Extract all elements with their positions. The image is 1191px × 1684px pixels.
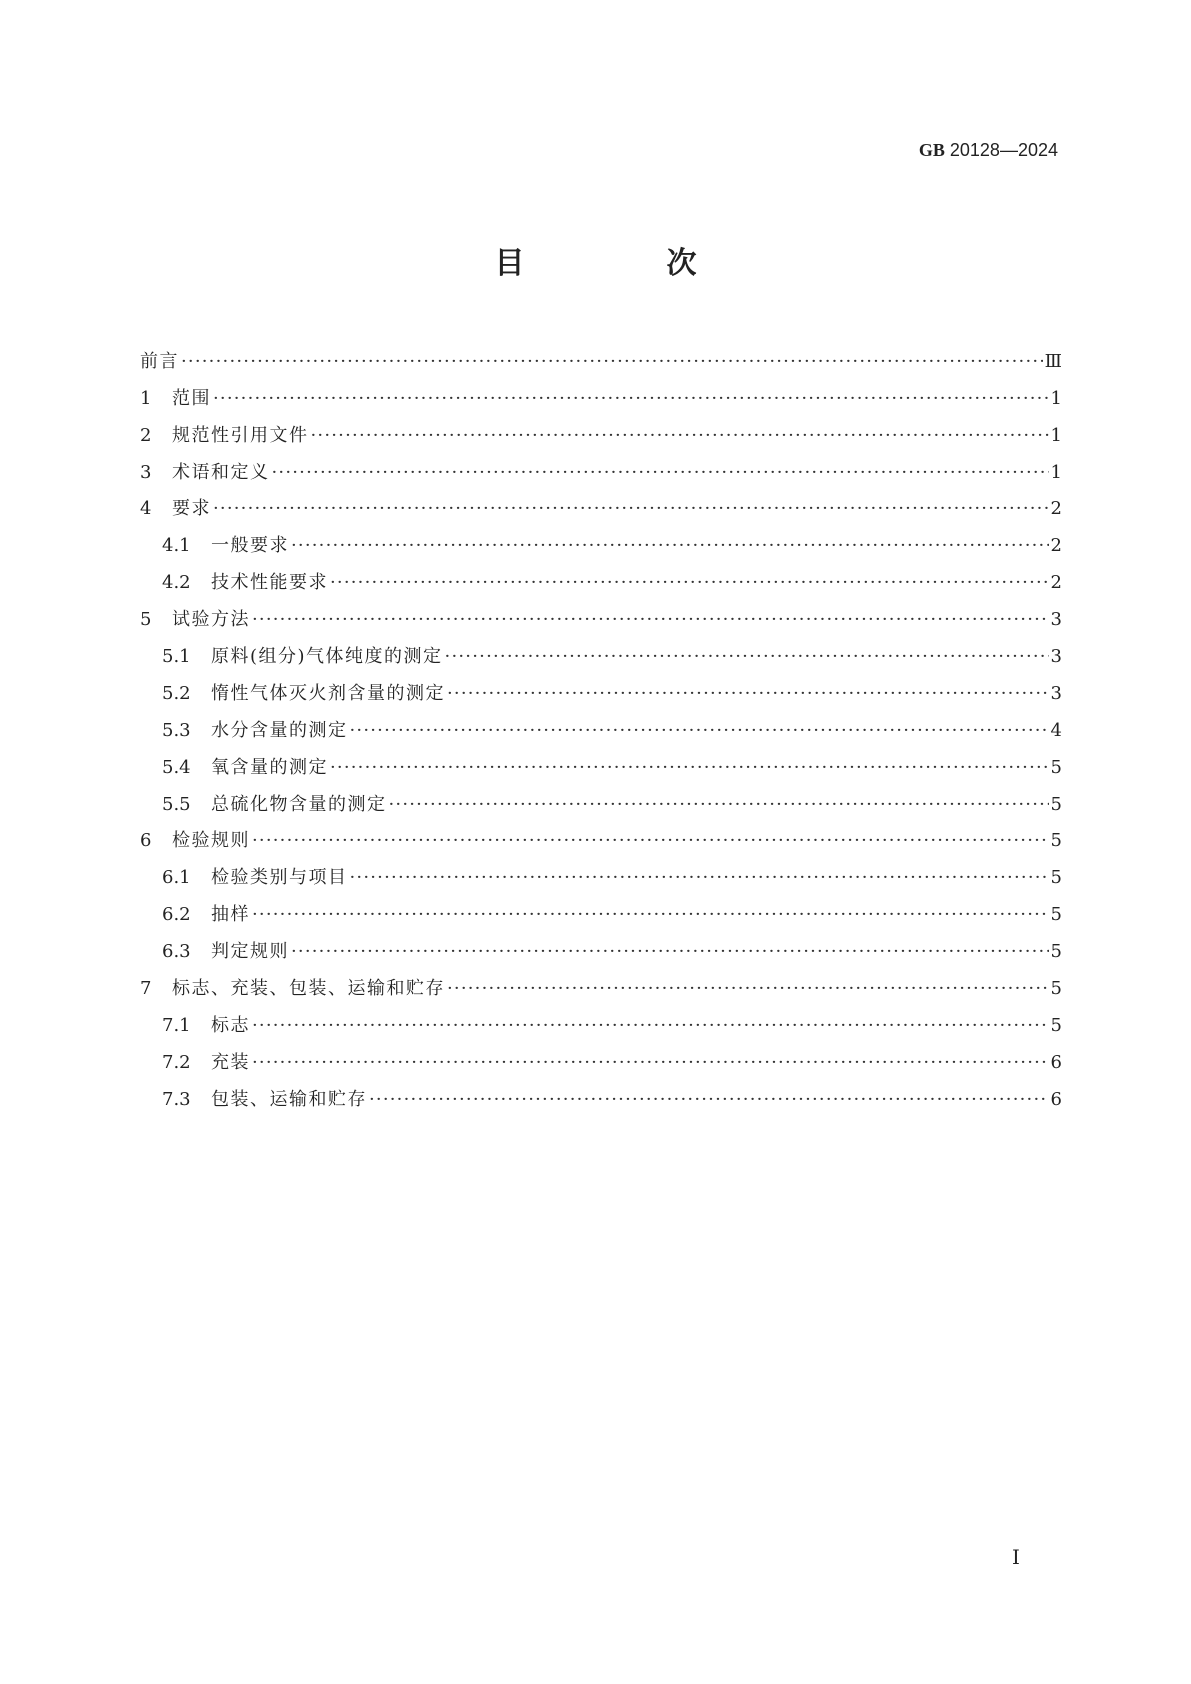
standard-prefix: GB bbox=[918, 140, 945, 160]
toc-entry[interactable] bbox=[140, 373, 1062, 410]
toc-entry-label: 总硫化物含量的测定 bbox=[211, 793, 387, 815]
toc-entry[interactable] bbox=[140, 705, 1062, 742]
toc-entry[interactable] bbox=[140, 484, 1062, 521]
toc-entry-number: 6.1 bbox=[162, 867, 191, 889]
toc-entry-page: 6 bbox=[1050, 1051, 1062, 1073]
toc-entry-label: 要求 bbox=[172, 498, 211, 520]
toc-dot-leader bbox=[291, 941, 1049, 963]
toc-entry-page: 2 bbox=[1050, 572, 1062, 594]
toc-dot-leader bbox=[330, 572, 1049, 594]
toc-entry-number: 5.2 bbox=[162, 682, 191, 704]
toc-entry-number: 7.1 bbox=[162, 1014, 191, 1036]
toc-entry[interactable] bbox=[140, 926, 1062, 963]
toc-entry-number: 3 bbox=[140, 461, 152, 483]
toc-dot-leader bbox=[389, 794, 1049, 816]
toc-entry-number: 1 bbox=[140, 387, 152, 409]
toc-entry-page: Ⅲ bbox=[1044, 350, 1062, 372]
toc-entry-page: 5 bbox=[1050, 904, 1062, 926]
toc-entry[interactable] bbox=[140, 557, 1062, 594]
toc-entry[interactable] bbox=[140, 742, 1062, 779]
toc-dot-leader bbox=[311, 425, 1049, 447]
toc-entry-label: 术语和定义 bbox=[172, 461, 270, 483]
toc-entry-number: 4.1 bbox=[162, 535, 191, 557]
toc-entry-page: 5 bbox=[1050, 830, 1062, 852]
toc-entry-page: 1 bbox=[1050, 461, 1062, 483]
page-title: 目 次 bbox=[494, 246, 753, 281]
toc-entry-label: 检验规则 bbox=[172, 830, 250, 852]
toc-entry-number: 4.2 bbox=[162, 572, 191, 594]
toc-entry[interactable] bbox=[140, 520, 1062, 557]
toc-dot-leader bbox=[369, 1089, 1049, 1111]
toc-entry-label: 标志、充装、包装、运输和贮存 bbox=[172, 978, 445, 1000]
toc-entry-page: 3 bbox=[1050, 646, 1062, 668]
toc-dot-leader bbox=[213, 388, 1049, 410]
toc-entry[interactable] bbox=[140, 852, 1062, 889]
toc-entry-page: 5 bbox=[1050, 1014, 1062, 1036]
toc-entry-number: 2 bbox=[140, 424, 152, 446]
toc-dot-leader bbox=[272, 462, 1049, 484]
toc-dot-leader bbox=[447, 683, 1049, 705]
toc-entry-page: 2 bbox=[1050, 535, 1062, 557]
page-number: I bbox=[1012, 1545, 1020, 1569]
toc-entry-label: 包装、运输和贮存 bbox=[211, 1088, 367, 1110]
toc-entry[interactable] bbox=[140, 1037, 1062, 1074]
table-of-contents bbox=[140, 336, 1062, 1111]
toc-entry-page: 3 bbox=[1050, 609, 1062, 631]
toc-entry-number: 6 bbox=[140, 830, 152, 852]
toc-dot-leader bbox=[447, 978, 1049, 1000]
toc-entry[interactable] bbox=[140, 447, 1062, 484]
toc-entry-number: 4 bbox=[140, 498, 152, 520]
toc-entry-number: 5.5 bbox=[162, 793, 191, 815]
toc-dot-leader bbox=[252, 904, 1049, 926]
toc-dot-leader bbox=[350, 720, 1049, 742]
toc-entry-number: 5 bbox=[140, 609, 152, 631]
toc-entry[interactable] bbox=[140, 668, 1062, 705]
toc-entry-label: 试验方法 bbox=[172, 609, 250, 631]
toc-entry-page: 5 bbox=[1050, 941, 1062, 963]
toc-entry[interactable] bbox=[140, 1000, 1062, 1037]
toc-dot-leader bbox=[291, 535, 1049, 557]
toc-entry-label: 氧含量的测定 bbox=[211, 756, 328, 778]
toc-entry-page: 2 bbox=[1050, 498, 1062, 520]
toc-entry-page: 5 bbox=[1050, 793, 1062, 815]
toc-dot-leader bbox=[445, 646, 1049, 668]
toc-entry-page: 3 bbox=[1050, 682, 1062, 704]
toc-dot-leader bbox=[330, 757, 1049, 779]
toc-entry-label: 原料(组分)气体纯度的测定 bbox=[211, 646, 443, 668]
toc-entry[interactable] bbox=[140, 631, 1062, 668]
toc-entry-number: 6.3 bbox=[162, 941, 191, 963]
toc-entry-page: 5 bbox=[1050, 978, 1062, 1000]
toc-entry-number: 5.3 bbox=[162, 719, 191, 741]
toc-dot-leader bbox=[252, 830, 1049, 852]
toc-entry-label: 惰性气体灭火剂含量的测定 bbox=[211, 682, 445, 704]
toc-entry-page: 4 bbox=[1050, 719, 1062, 741]
toc-entry-page: 1 bbox=[1050, 424, 1062, 446]
toc-entry-number: 7 bbox=[140, 978, 152, 1000]
toc-entry[interactable] bbox=[140, 889, 1062, 926]
toc-entry-label: 前言 bbox=[140, 350, 179, 372]
standard-code bbox=[919, 140, 1058, 161]
toc-entry-label: 标志 bbox=[211, 1014, 250, 1036]
toc-dot-leader bbox=[350, 867, 1049, 889]
toc-entry[interactable] bbox=[140, 1074, 1062, 1111]
toc-entry[interactable] bbox=[140, 779, 1062, 816]
toc-dot-leader bbox=[252, 609, 1049, 631]
standard-number: 20128—2024 bbox=[949, 140, 1058, 160]
toc-entry-label: 抽样 bbox=[211, 904, 250, 926]
toc-entry-label: 充装 bbox=[211, 1051, 250, 1073]
toc-entry[interactable] bbox=[140, 963, 1062, 1000]
toc-entry-label: 规范性引用文件 bbox=[172, 424, 309, 446]
toc-entry-label: 判定规则 bbox=[211, 941, 289, 963]
toc-entry[interactable] bbox=[140, 336, 1062, 373]
toc-entry-number: 7.2 bbox=[162, 1051, 191, 1073]
toc-entry-page: 1 bbox=[1050, 387, 1062, 409]
toc-entry-page: 6 bbox=[1050, 1088, 1062, 1110]
toc-entry-number: 5.4 bbox=[162, 756, 191, 778]
toc-entry-label: 技术性能要求 bbox=[211, 572, 328, 594]
toc-entry-page: 5 bbox=[1050, 867, 1062, 889]
toc-dot-leader bbox=[252, 1052, 1049, 1074]
toc-entry-label: 检验类别与项目 bbox=[211, 867, 348, 889]
toc-entry-number: 6.2 bbox=[162, 904, 191, 926]
toc-entry-label: 范围 bbox=[172, 387, 211, 409]
toc-entry[interactable] bbox=[140, 816, 1062, 853]
toc-entry-page: 5 bbox=[1050, 756, 1062, 778]
toc-entry-number: 5.1 bbox=[162, 646, 191, 668]
toc-entry-number: 7.3 bbox=[162, 1088, 191, 1110]
toc-dot-leader bbox=[213, 498, 1049, 520]
toc-entry[interactable] bbox=[140, 594, 1062, 631]
toc-dot-leader bbox=[252, 1015, 1049, 1037]
toc-dot-leader bbox=[181, 351, 1043, 373]
toc-entry-label: 水分含量的测定 bbox=[211, 719, 348, 741]
toc-entry-label: 一般要求 bbox=[211, 535, 289, 557]
toc-entry[interactable] bbox=[140, 410, 1062, 447]
